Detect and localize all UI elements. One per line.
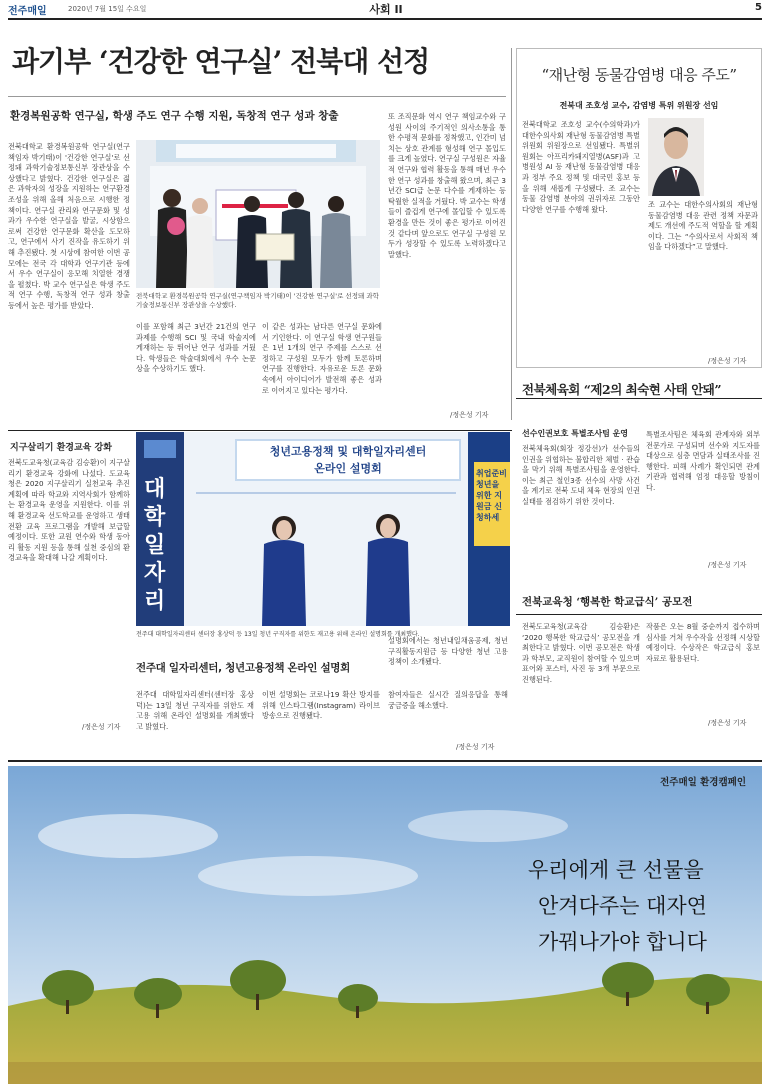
school-body: 전북도교육청(교육감 김승환)은 ‘2020 행복한 학교급식’ 공모전을 개최한다고 밝혔다. 이번 공모전은 학생과 학부모, 교직원이 참여할 수 있으며 표어와 포스터, 사진 등 3개 부문으로 진행된다. <box>522 622 640 684</box>
vertical-sign-text: 대학일자리 <box>144 477 166 614</box>
environment-campaign-ad <box>8 766 762 1084</box>
job-body1: 전주대 대학일자리센터(센터장 홍상덕)는 13일 청년 구직자를 위한도 재고용 위해 온라인 설명회를 개최했다고 밝혔다. <box>136 690 254 731</box>
header-rule <box>8 18 762 20</box>
job-body2: 이번 설명회는 코로나19 확산 방지를 위해 인스타그램(Instagram) 라이브 방송으로 진행됐다. <box>262 690 380 721</box>
job-seminar-photo <box>136 432 510 626</box>
sidebar-title: “재난형 동물감염병 대응 주도” <box>541 66 737 84</box>
main-body-col1b: 이를 포함해 최근 3년간 21건의 연구 과제를 수행해 SCI 및 국내 학술지에 게재하는 등 뛰어난 연구 성과를 거뒀다. 학생들은 학술대회에서 우수 논문상을 수상하기도 했다. <box>136 322 256 374</box>
main-subhead: 환경복원공학 연구실, 학생 주도 연구 수행 지원, 독창적 연구 성과 창출 <box>10 110 339 122</box>
side-sign-text: 취업준비 청년을 위한 지원금 신청하세 <box>476 469 507 522</box>
sports-headline: 전북체육회 “제2의 최숙현 사태 안돼” <box>522 382 722 397</box>
school-byline: /정은성 기자 <box>708 719 747 727</box>
headline-rule <box>8 96 506 97</box>
school-body2: 작품은 오는 8월 중순까지 접수하며 심사를 거쳐 우수작을 선정해 시상할 예정이다. 수상작은 학교급식 홍보 자료로 활용된다. <box>646 622 760 663</box>
sports-byline: /정은성 기자 <box>708 561 747 569</box>
job-headline: 전주대 일자리센터, 청년고용정책 온라인 설명회 <box>136 662 350 674</box>
job-byline: /정은성 기자 <box>456 743 495 751</box>
lab-award-photo <box>136 140 380 288</box>
sidebar-byline: /정은성 기자 <box>708 357 747 365</box>
sports-kicker: 선수인권보호 특별조사팀 운영 <box>522 429 629 438</box>
sports-body: 전북체육회(회장 정강선)가 선수들의 인권을 위협하는 불합리한 체벌 · 관습을 막기 위해 특별조사팀을 운영한다. 이는 최근 철인3종 선수의 사망 사건을 계기로 전북 도내 체육 현장의 인권 실태를 점검하기 위한 것이다. <box>522 444 640 506</box>
main-headline: 과기부 ‘건강한 연구실’ 전북대 선정 <box>12 45 430 78</box>
ad-slogan-line1: 우리에게 큰 선물을 <box>528 858 704 882</box>
bottom-rule <box>8 760 762 762</box>
job-body3: 설명회에서는 청년내일채움공제, 청년구직활동지원금 등 다양한 청년 고용 정책이 소개됐다. <box>388 636 508 667</box>
env-byline: /정은성 기자 <box>82 723 121 731</box>
school-headline: 전북교육청 ‘행복한 학교급식’ 공모전 <box>522 596 693 608</box>
sidebar-body2: 조 교수는 대한수의사회의 재난형 동물감염병 대응 관련 정책 자문과 제도 개선에 주도적 역할을 할 계획이다. 그는 “수의사로서 사회적 책임을 다하겠다”고 말했다. <box>648 200 758 252</box>
job-body4: 참여자들은 실시간 질의응답을 통해 궁금증을 해소했다. <box>388 690 508 710</box>
env-headline: 지구살리기 환경교육 강화 <box>10 443 112 453</box>
professor-portrait <box>648 118 704 196</box>
section-rule <box>8 430 512 431</box>
paper-name: 전주매일 <box>8 6 47 17</box>
ad-slogan-line2: 안겨다주는 대자연 <box>538 894 707 918</box>
ad-slogan-line3: 가꿔나가야 합니다 <box>538 930 707 954</box>
sports-rule <box>516 398 762 399</box>
issue-date: 2020년 7월 15일 수요일 <box>68 5 147 13</box>
job-banner-line2: 온라인 설명회 <box>314 462 382 475</box>
lab-photo-caption: 전북대학교 환경복원공학 연구실(연구책임자 박기태)이 '건강한 연구실'로 선정돼 과학기술정보통신부 장관상을 수상했다. <box>136 292 379 309</box>
column-divider <box>511 48 512 420</box>
main-body-col1: 전북대학교 환경복원공학 연구실(연구책임자 박기태)이 '건강한 연구실'로 선정돼 과학기술정보통신부 장관상을 수상했다고 밝혔다. 건강한 연구실은 젊은 과학자의 성장을 지원하는 연구환경 조성을 위해 올해 처음으로 시행한 정책이다. 연구실 관리와 연구문화 및 성과가 우수한 연구실을 발굴, 시상함으로써 건강한 연구문화 확산을 도모하고, 연구에서 사기 진작을 유도하기 위해 추진됐다. 첫 시상에 참여한 이번 공모에는 전국 각 대학과 연구기관 등에서 우수 연구실이 응모해 치열한 경쟁을 펼쳤다. 박 교수 연구실은 학생 주도적 연구 수행, 독창적 연구 성과 창출 등에서 높은 평가를 받았다. <box>8 142 130 310</box>
main-byline: /정은성 기자 <box>450 411 489 419</box>
main-body-col3: 또 조직문화 역시 연구 책임교수와 구성원 사이의 주기적인 의사소통을 통한 수평적 문화를 정착했고, 인간미 넘치는 상호 관계를 형성해 연구 몰입도를 크게 높였다. 연구실 구성원은 자율적 연구와 협력 활동을 통해 매년 우수한 연구 성과를 창출해 왔으며, 최근 3년간 SCI급 논문 다수를 게재하는 등 탁월한 실적을 거뒀다. 박 교수는 학생들이 즐겁게 연구에 몰입할 수 있도록 환경을 만든 것이 좋은 평가로 이어진 것 같다며 앞으로도 연구실 구성원 모두가 성장할 수 있도록 노력하겠다고 말했다. <box>388 112 506 259</box>
sports-body2: 특별조사팀은 체육회 관계자와 외부 전문가로 구성되며 선수와 지도자를 대상으로 심층 면담과 실태조사를 진행한다. 피해 사례가 확인되면 관계 기관과 협력해 엄정 대응할 방침이다. <box>646 430 760 492</box>
page-number: 5 <box>755 2 762 13</box>
job-photo-caption: 전주대 대학일자리센터 센터장 홍상덕 등 13일 청년 구직자를 위한도 재고용 위해 온라인 설명회를 개최했다. <box>136 631 420 638</box>
main-body-col2b: 이 같은 성과는 남다른 연구실 문화에서 기인한다. 이 연구실 학생 연구원들은 1년 1개의 연구 주제를 스스로 선정하고 구성원 모두가 함께 토론하며 연구를 진행한다. 자유로운 토론 문화 속에서 아이디어가 발전해 좋은 성과로 이어지고 있다는 평가다. <box>262 322 382 395</box>
job-banner-line1: 청년고용정책 및 대학일자리센터 <box>269 445 427 458</box>
masthead <box>8 2 762 16</box>
sidebar-subtitle: 전북대 조호성 교수, 감염병 특위 위원장 선임 <box>559 101 719 110</box>
env-body: 전북도교육청(교육감 김승환)이 지구살리기 환경교육 강화에 나섰다. 도교육청은 2020 지구살리기 실천교육 추진계획에 따라 학교와 지역사회가 함께하는 환경교육 운영을 지원한다. 이를 위해 환경교육 선도학교를 운영하고 생태 전환 교육 프로그램을 개발해 보급할 예정이다. 또한 교원 연수와 학생 동아리 활동 지원 등을 통해 실천 중심의 환경교육을 확대해 나갈 계획이다. <box>8 458 130 563</box>
ad-campaign-label: 전주매일 환경캠페인 <box>660 777 746 788</box>
school-rule <box>516 614 762 615</box>
sidebar-body: 전북대학교 조호성 교수(수의학과)가 대한수의사회 재난형 동물감염병 특별위원회 위원장으로 선임됐다. 특별위원회는 아프리카돼지열병(ASF)과 고병원성 AI 등 재난형 동물감염병 대응과 정부 주요 정책 및 대국민 홍보 등을 위해 새롭게 구성됐다. 조 교수는 동물 감염병 분야의 권위자로 그동안 다양한 연구를 수행해 왔다. <box>522 120 640 214</box>
section-name: 사회 II <box>369 3 403 16</box>
